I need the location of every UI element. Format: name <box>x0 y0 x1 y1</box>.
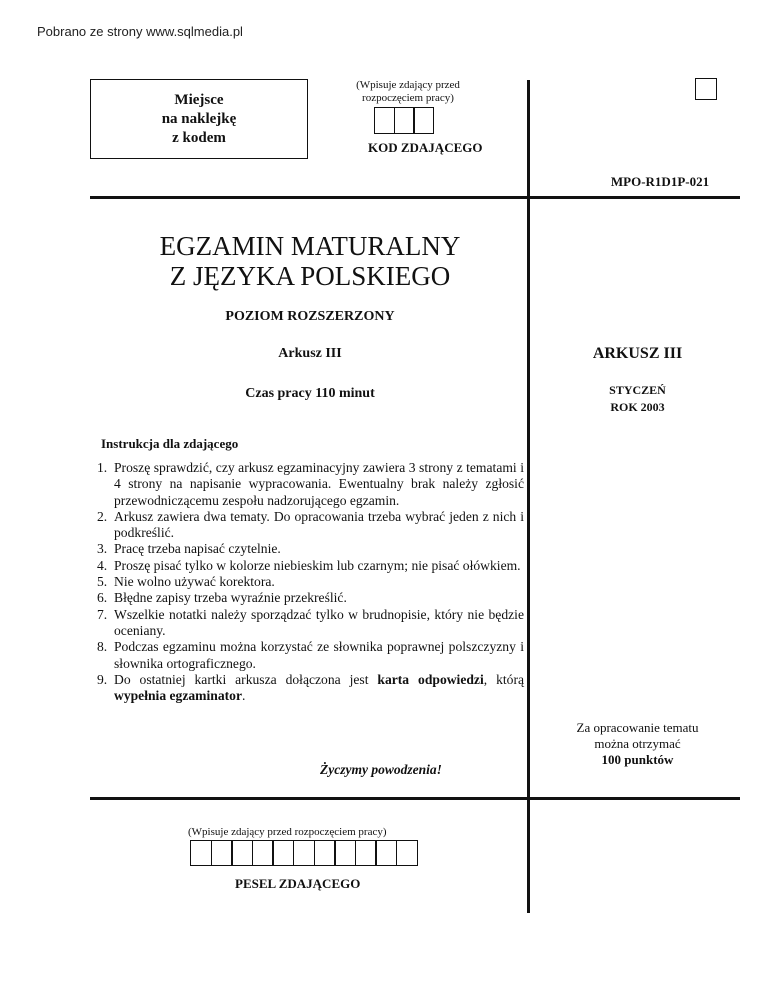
top-divider <box>90 196 740 199</box>
instruction-number: 6. <box>97 590 108 606</box>
instruction-number: 4. <box>97 557 108 573</box>
sheet-name: Arkusz III <box>278 346 342 361</box>
code-note-line: (Wpisuje zdający przed <box>356 79 460 91</box>
pesel-cell[interactable] <box>355 840 377 866</box>
instruction-text: Proszę sprawdzić, czy arkusz egzaminacyjny zawiera 3 strony z tematami i 4 strony na napisanie wypracowania. Ewentualny brak należy zgłosić przewodniczącemu zespołu nadzorującego egzamin. <box>114 460 524 508</box>
sticker-placeholder <box>90 79 308 159</box>
exam-title <box>90 231 530 291</box>
level: POZIOM ROZSZERZONY <box>225 309 395 324</box>
code-cell[interactable] <box>374 107 395 134</box>
year: ROK 2003 <box>610 400 665 414</box>
sticker-line: Miejsce <box>174 91 224 108</box>
instruction-item <box>97 672 524 705</box>
code-label: KOD ZDAJĄCEGO <box>368 140 483 155</box>
instruction-item <box>97 574 524 590</box>
instruction-text: Podczas egzaminu można korzystać ze słownika poprawnej polszczyzny i słownika ortograficznego. <box>114 639 524 671</box>
watermark: Pobrano ze strony www.sqlmedia.pl <box>37 24 243 39</box>
pesel-cell[interactable] <box>272 840 294 866</box>
instruction-item <box>97 639 524 672</box>
instruction-number: 5. <box>97 574 108 590</box>
pesel-label: PESEL ZDAJĄCEGO <box>235 876 361 891</box>
pesel-boxes[interactable] <box>190 840 418 866</box>
instruction-text: Nie wolno używać korektora. <box>114 574 275 590</box>
instruction-number: 7. <box>97 606 108 622</box>
instruction-number: 8. <box>97 639 108 655</box>
month: STYCZEŃ <box>609 383 666 397</box>
title-line: EGZAMIN MATURALNY <box>159 231 461 261</box>
corner-box[interactable] <box>695 78 717 100</box>
instruction-number: 1. <box>97 460 108 475</box>
instruction-item <box>97 509 524 542</box>
points-line: Za opracowanie tematu <box>576 720 699 735</box>
instruction-number: 9. <box>97 671 108 687</box>
code-cell[interactable] <box>394 107 415 134</box>
points-line: można otrzymać <box>594 736 681 751</box>
instruction-text: Arkusz zawiera dwa tematy. Do opracowania trzeba wybrać jeden z nich i podkreślić. <box>114 508 524 541</box>
instruction-item <box>97 541 524 557</box>
code-cell[interactable] <box>413 107 434 134</box>
pesel-cell[interactable] <box>375 840 397 866</box>
code-note-line: rozpoczęciem pracy) <box>362 92 454 104</box>
code-note <box>330 79 486 105</box>
instruction-text: Pracę trzeba napisać czytelnie. <box>114 541 281 557</box>
instruction-item <box>97 590 524 606</box>
right-date <box>535 382 740 416</box>
pesel-cell[interactable] <box>190 840 212 866</box>
instruction-number: 2. <box>97 508 108 524</box>
instruction-text: Do ostatniej kartki arkusza dołączona jest karta odpowiedzi, którą wypełnia egzaminator. <box>114 671 524 704</box>
sticker-line: na naklejkę <box>161 110 237 127</box>
sticker-line: z kodem <box>172 129 226 146</box>
instruction-item <box>97 460 524 509</box>
pesel-cell[interactable] <box>211 840 233 866</box>
instruction-text: Wszelkie notatki należy sporządzać tylko w brudnopisie, który nie będzie oceniany. <box>114 606 524 638</box>
duration: Czas pracy 110 minut <box>245 386 375 401</box>
points-line: 100 punktów <box>601 752 674 767</box>
pesel-cell[interactable] <box>396 840 418 866</box>
pesel-cell[interactable] <box>252 840 274 866</box>
pesel-cell[interactable] <box>334 840 356 866</box>
right-sheet: ARKUSZ III <box>592 345 683 362</box>
instructions-heading: Instrukcja dla zdającego <box>101 436 239 451</box>
code-boxes[interactable] <box>374 107 434 134</box>
instruction-number: 3. <box>97 541 108 557</box>
sheet-code: MPO-R1D1P-021 <box>610 174 710 189</box>
pesel-cell[interactable] <box>293 840 315 866</box>
instruction-text: Proszę pisać tylko w kolorze niebieskim lub czarnym; nie pisać ołówkiem. <box>114 557 521 573</box>
instruction-item <box>97 558 524 574</box>
pesel-cell[interactable] <box>231 840 253 866</box>
instruction-item <box>97 607 524 640</box>
vertical-divider <box>527 80 530 913</box>
bottom-divider <box>90 797 740 800</box>
instructions-list <box>97 460 524 704</box>
instruction-text: Błędne zapisy trzeba wyraźnie przekreślić. <box>114 590 347 606</box>
title-line: Z JĘZYKA POLSKIEGO <box>169 261 451 291</box>
pesel-cell[interactable] <box>314 840 336 866</box>
points-info <box>535 720 740 768</box>
pesel-note: (Wpisuje zdający przed rozpoczęciem pracy) <box>188 826 387 838</box>
good-luck: Życzymy powodzenia! <box>320 762 442 777</box>
